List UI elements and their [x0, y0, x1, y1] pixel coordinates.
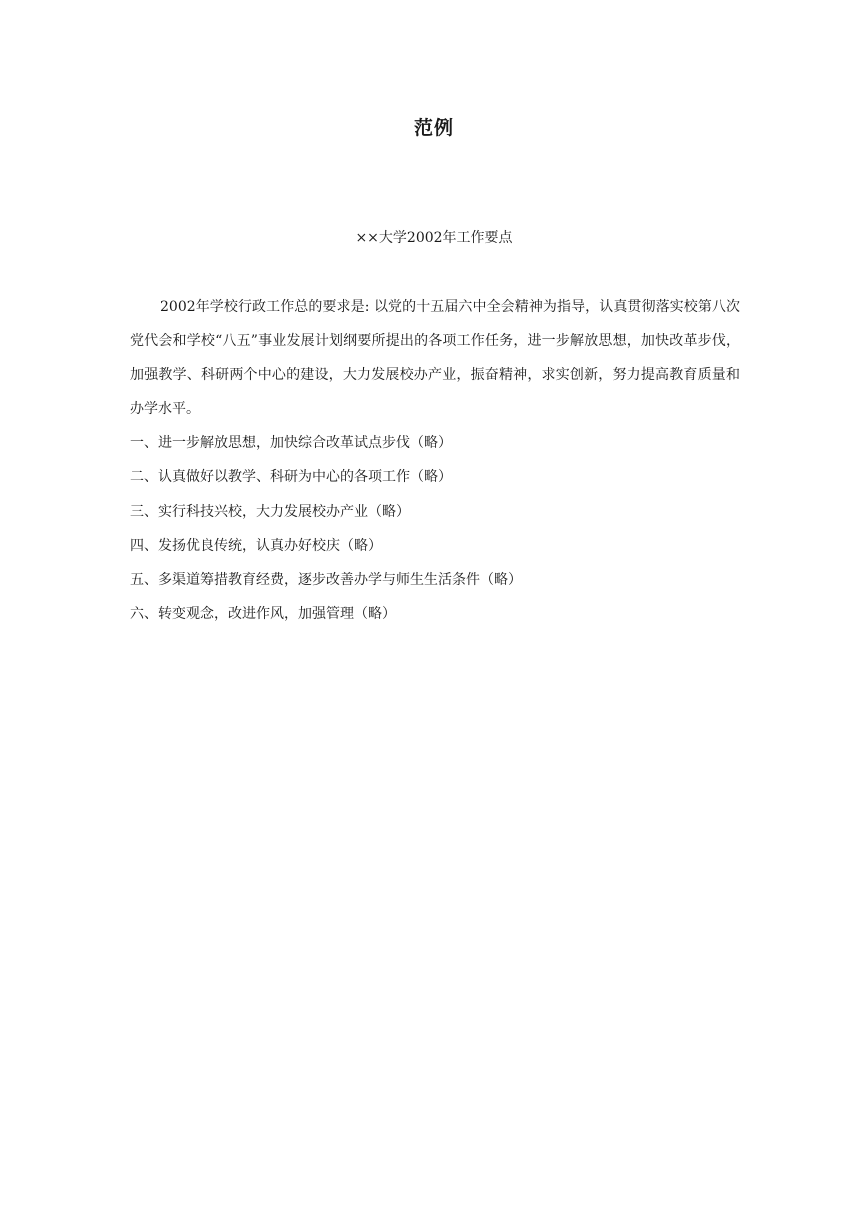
intro-paragraph: 2002年学校行政工作总的要求是: 以党的十五届六中全会精神为指导，认真贯彻落实校第八次党代会和学校“八五”事业发展计划纲要所提出的各项工作任务，进一步解放思想，加快改革步伐，加强教学、科研两个中心的建设，大力发展校办产业，振奋精神，求实创新，努力提高教育质量和办学水平。: [130, 299, 740, 417]
work-point-item: 六、转变观念，改进作风，加强管理（略）: [130, 606, 396, 623]
work-point-item: 三、实行科技兴校，大力发展校办产业（略）: [130, 503, 410, 520]
work-point-item: 二、认真做好以教学、科研为中心的各项工作（略）: [130, 469, 452, 486]
document-title: ××大学2002年工作要点: [355, 230, 513, 246]
work-point-item: 四、发扬优良传统，认真办好校庆（略）: [130, 537, 382, 554]
work-point-item: 五、多渠道筹措教育经费，逐步改善办学与师生生活条件（略）: [130, 572, 522, 589]
section-heading: 范例: [413, 117, 454, 139]
work-points-list: [130, 426, 750, 632]
work-point-item: 一、进一步解放思想，加快综合改革试点步伐（略）: [130, 435, 452, 451]
